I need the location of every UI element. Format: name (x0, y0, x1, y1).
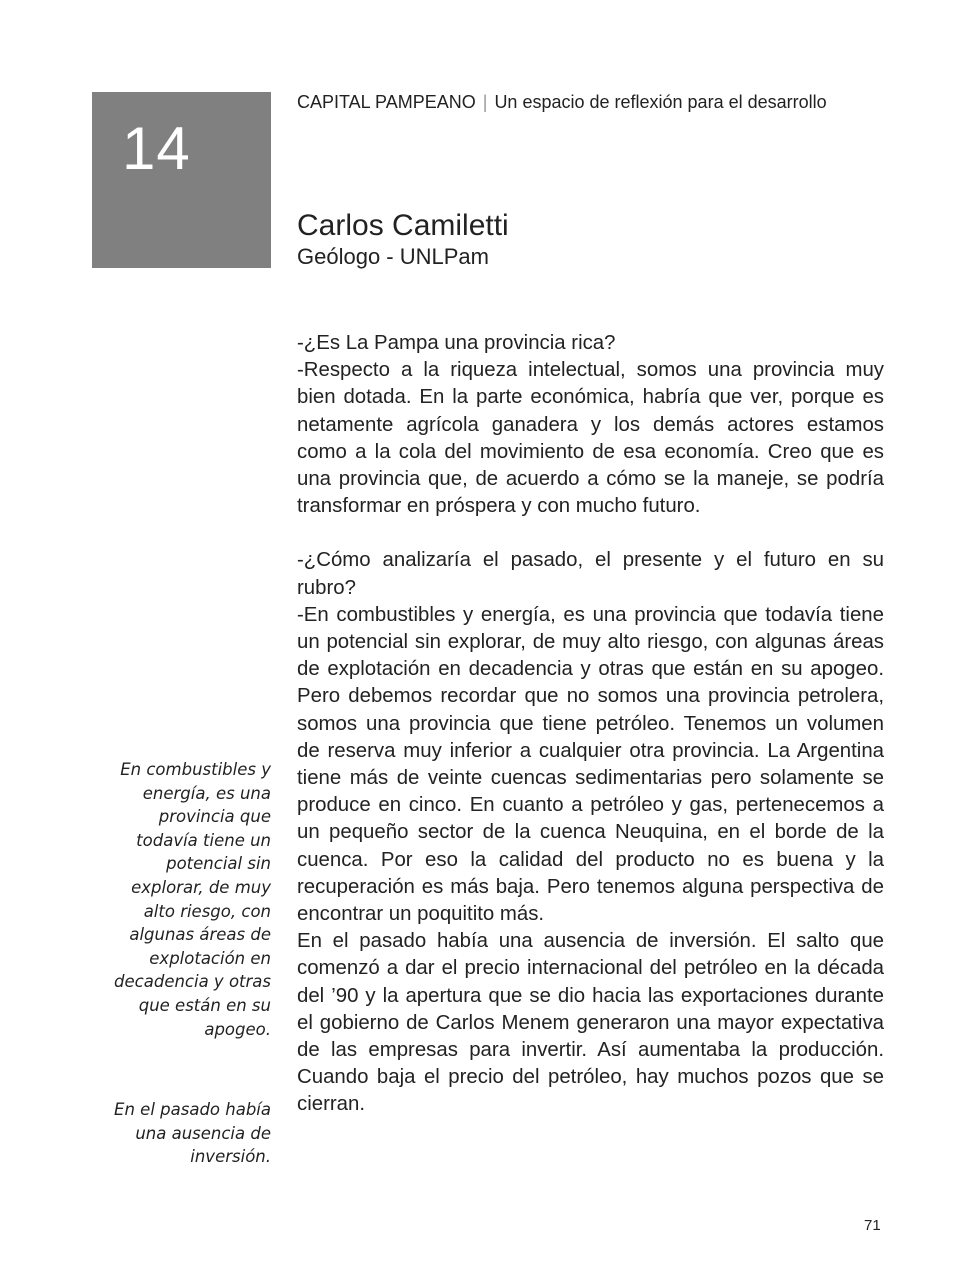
page-number: 71 (864, 1217, 881, 1234)
publication-title: CAPITAL PAMPEANO (297, 92, 476, 112)
chapter-number: 14 (122, 115, 191, 182)
chapter-number-box (92, 92, 271, 268)
question-1: -¿Es La Pampa una provincia rica? (297, 332, 616, 354)
paragraph-gap (297, 520, 884, 547)
publication-subtitle: Un espacio de reflexión para el desarrollo (494, 92, 827, 112)
author-name: Carlos Camiletti (297, 209, 509, 242)
pullquote-1: En combustibles y energía, es una provincia que todavía tiene un potencial sin explorar, de muy alto riesgo, con algunas áreas de explotación en decadencia y otras que están en su apogeo. (114, 760, 271, 1039)
header-separator: | (482, 92, 488, 112)
pullquote-2: En el pasado había una ausencia de inversión. (114, 1100, 271, 1167)
answer-3: En el pasado había una ausencia de inversión. El salto que comenzó a dar el precio internacional del petróleo en la década del ’90 y la apertura que se dio hacia las exportaciones durante el gobierno de Carlos Menem generaron una mayor expectativa de las empresas para invertir. Así aumentaba la producción. Cuando baja el precio del petróleo, hay muchos pozos que se cierran. (297, 930, 884, 1116)
question-2: -¿Cómo analizaría el pasado, el presente y el futuro en su rubro? (297, 549, 884, 599)
author-role: Geólogo - UNLPam (297, 244, 489, 269)
answer-2: -En combustibles y energía, es una provincia que todavía tiene un potencial sin explorar, de muy alto riesgo, con algunas áreas de explotación en decadencia y otras que están en su apogeo. Pero debemos recordar que no somos una provincia petrolera, somos una provincia que tiene petróleo. Tenemos un volumen de reserva muy inferior a cualquier otra provincia. La Argentina tiene más de veinte cuencas sedimentarias pero solamente se produce en cinco. En cuanto a petróleo y gas, pertenecemos a un pequeño sector de la cuenca Neuquina, en el borde de la cuenca. Por eso la calidad del producto no es buena y la recuperación es más baja. Pero tenemos alguna perspectiva de encontrar un poquitito más. (297, 603, 884, 926)
interview-body (297, 330, 884, 1119)
answer-1: -Respecto a la riqueza intelectual, somos una provincia muy bien dotada. En la parte económica, habría que ver, porque es netamente agrícola ganadera y los demás actores estamos como a la cola del movimiento de esa economía. Creo que es una provincia que, de acuerdo a cómo se la maneje, se podría transformar en próspera y con mucho futuro. (297, 359, 884, 518)
running-header (297, 92, 827, 113)
